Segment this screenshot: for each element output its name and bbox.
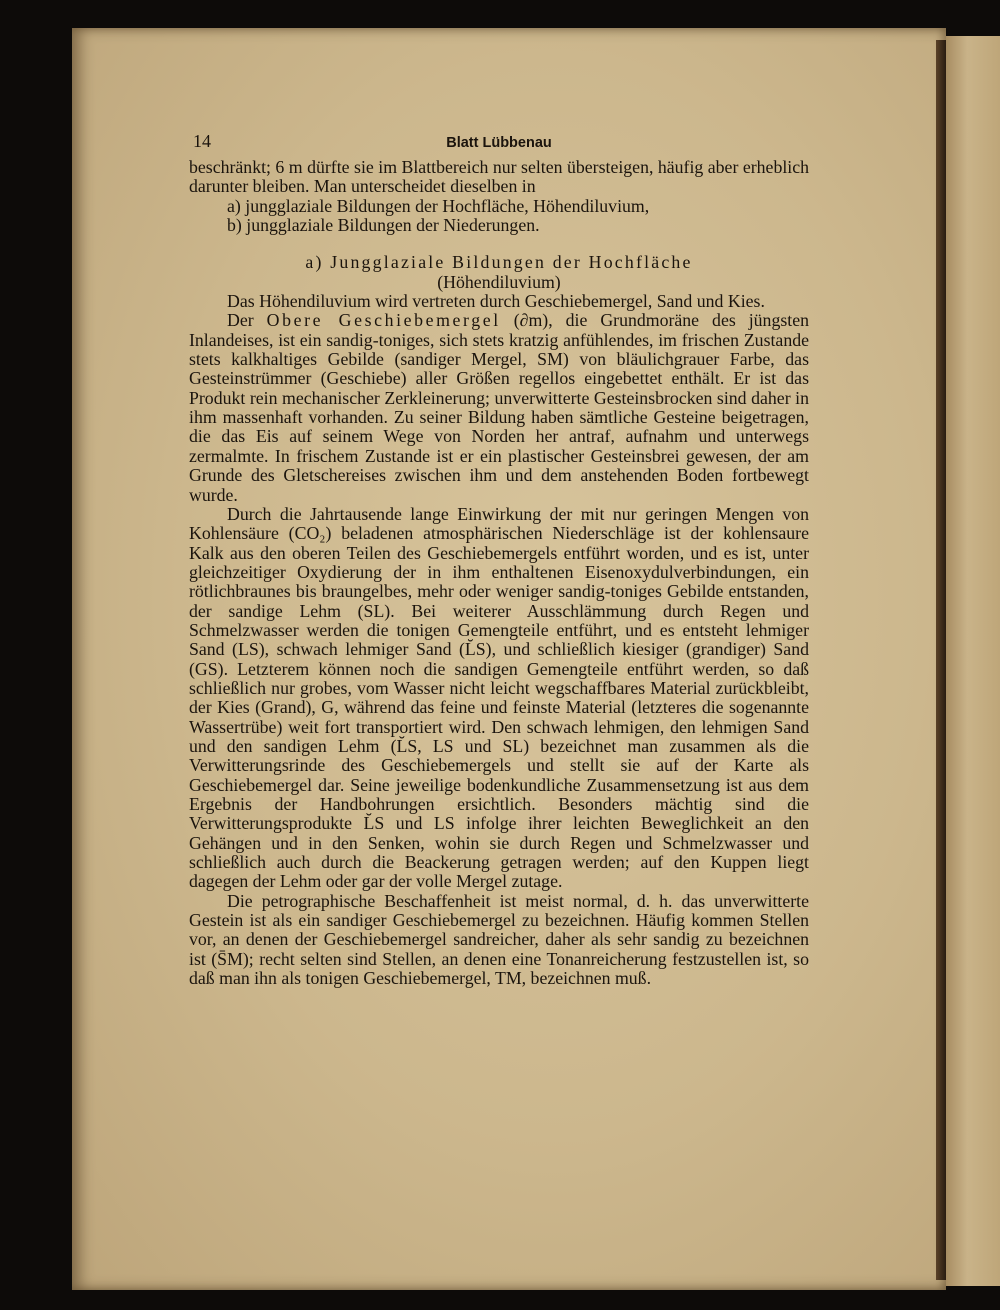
page-number: 14 xyxy=(193,131,211,151)
intro-paragraph: beschränkt; 6 m dürfte sie im Blattbereich nur selten übersteigen, häufig aber erheblich darunter bleiben. Man unterscheidet dieselben in xyxy=(189,157,809,197)
page-header xyxy=(189,130,809,158)
list-item-b: b) jungglaziale Bildungen der Niederungen. xyxy=(227,215,540,236)
book-gutter xyxy=(936,40,946,1280)
paragraph-2-body: (∂m), die Grundmoräne des jüngsten Inlandeises, ist ein sandig-toniges, sich stets kratzig anfühlendes, im frischen Zustande stets kalkhaltiges Gebilde (sandiger Mergel, SM) von bläulichgrauer Farbe, das Gesteinstrümmer (Geschiebe) aller Größen regellos eingebettet enthält. Er ist das Produkt rein mechanischer Zerkleinerung; unverwitterte Gesteinsbrocken sind daher in ihm massenhaft vorhanden. Zu seiner Bildung haben sämtliche Gesteine beigetragen, die das Eis auf seinem Wege von Norden her antraf, aufnahm und unterwegs zermalmte. In frischem Zustande ist er ein plastischer Gesteinsbrei gewesen, der am Grunde des Gletschereises zwischen ihm und dem anstehenden Boden fortbewegt wurde. xyxy=(189,310,809,505)
section-spacer xyxy=(189,235,809,253)
paragraph-1: Das Höhendiluvium wird vertreten durch Geschiebemergel, Sand und Kies. xyxy=(227,291,765,312)
section-heading: a) Jungglaziale Bildungen der Hochfläche xyxy=(305,252,693,273)
list-item-a: a) jungglaziale Bildungen der Hochfläche, Höhendiluvium, xyxy=(227,195,650,216)
section-subheading: (Höhendiluvium) xyxy=(437,271,561,292)
running-title: Blatt Lübbenau xyxy=(446,135,552,151)
facing-page-edge xyxy=(946,36,1000,1286)
paragraph-4: Die petrographische Beschaffenheit ist meist normal, d. h. das unverwitterte Gestein ist als ein sandiger Geschiebemergel zu bezeichnen. Häufig kommen Stellen vor, an denen der Geschiebemergel sandreicher, daher als sehr sandig zu bezeichnen ist (S̄M); recht selten sind Stellen, an denen eine Tonanreicherung festzustellen ist, so daß man ihn als tonigen Geschiebemergel, TM, bezeichnen muß. xyxy=(189,890,809,989)
term-oberer-geschiebemergel: Obere Geschiebemergel xyxy=(266,310,501,331)
paragraph-2-lead: Der xyxy=(227,310,254,331)
page-text xyxy=(189,130,809,988)
paragraph-2 xyxy=(189,311,809,504)
paragraph-3: Durch die Jahrtausende lange Einwirkung der mit nur geringen Mengen von Kohlensäure (CO₂) beladenen atmosphärischen Niederschläge ist der kohlensaure Kalk aus den oberen Teilen des Geschiebemergels entführt worden, und es ist, unter gleichzeitiger Oxydierung der in ihm enthaltenen Eisenoxydulverbindungen, ein rötlichbraunes bis braungelbes, mehr oder weniger sandig-toniges Gebilde entstanden, der sandige Lehm (SL). Bei weiterer Ausschlämmung durch Regen und Schmelzwasser werden die tonigen Gemengteile entführt, und es entsteht lehmiger Sand (LS), schwach lehmiger Sand (L̆S), und schließlich kiesiger (grandiger) Sand (GS). Letzterem können noch die sandigen Gemengteile entführt werden, so daß schließlich nur grobes, vom Wasser nicht leicht wegschaffbares Material zurückbleibt, der Kies (Grand), G, während das feine und feinste Material (letzteres die sogenannte Wassertrübe) weit fort transportiert wird. Den schwach lehmigen, den lehmigen Sand und den sandigen Lehm (L̆S, LS und SL) bezeichnet man zusammen als die Verwitterungsrinde des Geschiebemergels und stellt sie auf der Karte als Geschiebemergel dar. Seine jeweilige bodenkundliche Zusammensetzung ist aus dem Ergebnis der Handbohrungen ersichtlich. Besonders mächtig sind die Verwitterungsprodukte L̆S und LS infolge ihrer leichten Beweglichkeit an den Gehängen und in den Senken, wohin sie durch Regen und Schmelzwasser und schließlich auch durch die Beackerung getragen werden; auf den Kuppen liegt dagegen der Lehm oder gar der volle Mergel zutage. xyxy=(189,503,809,892)
